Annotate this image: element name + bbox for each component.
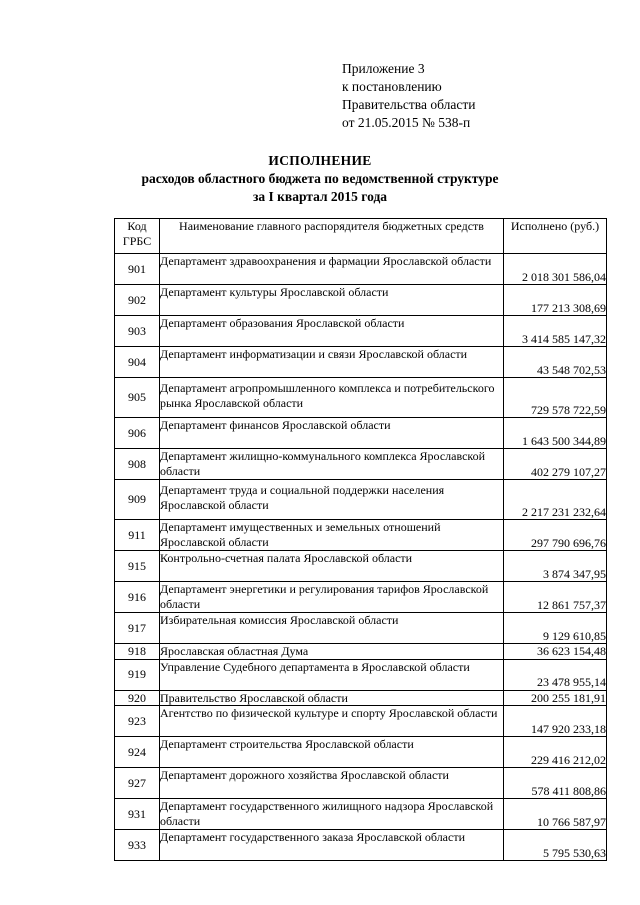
row-amount: 36 623 154,48 [504, 644, 607, 660]
row-amount: 1 643 500 344,89 [504, 418, 607, 449]
row-name: Департамент государственного жилищного надзора Ярославской области [160, 799, 504, 830]
row-name: Департамент агропромышленного комплекса и потребительского рынка Ярославской области [160, 378, 504, 418]
row-name: Департамент здравоохранения и фармации Ярославской области [160, 254, 504, 285]
appendix-line: от 21.05.2015 № 538-п [342, 115, 471, 130]
document-title [0, 152, 640, 206]
table-row [115, 690, 607, 706]
table-row [115, 644, 607, 660]
title-period: за I квартал 2015 года [252, 189, 388, 204]
row-code: 904 [115, 347, 160, 378]
table-row [115, 768, 607, 799]
table-row [115, 254, 607, 285]
row-code: 902 [115, 285, 160, 316]
row-name: Департамент финансов Ярославской области [160, 418, 504, 449]
table-row [115, 830, 607, 861]
row-name: Департамент строительства Ярославской области [160, 737, 504, 768]
table-row [115, 520, 607, 551]
table-row [115, 706, 607, 737]
row-amount: 2 217 231 232,64 [504, 480, 607, 520]
row-amount: 578 411 808,86 [504, 768, 607, 799]
row-amount: 200 255 181,91 [504, 690, 607, 706]
row-name: Департамент имущественных и земельных отношений Ярославской области [160, 520, 504, 551]
row-amount: 729 578 722,59 [504, 378, 607, 418]
table-row [115, 378, 607, 418]
row-code: 923 [115, 706, 160, 737]
row-amount: 2 018 301 586,04 [504, 254, 607, 285]
row-name: Департамент труда и социальной поддержки населения Ярославской области [160, 480, 504, 520]
row-code: 920 [115, 690, 160, 706]
row-code: 917 [115, 613, 160, 644]
row-code: 916 [115, 582, 160, 613]
table-row [115, 799, 607, 830]
row-amount: 12 861 757,37 [504, 582, 607, 613]
row-code: 924 [115, 737, 160, 768]
row-amount: 23 478 955,14 [504, 659, 607, 690]
row-amount: 43 548 702,53 [504, 347, 607, 378]
row-name: Контрольно-счетная палата Ярославской области [160, 551, 504, 582]
table-row [115, 347, 607, 378]
title-subtitle: расходов областного бюджета по ведомственной структуре [141, 171, 499, 186]
table-header-row [115, 219, 607, 254]
header-code: Код ГРБС [115, 219, 160, 254]
table-row [115, 659, 607, 690]
row-amount: 297 790 696,76 [504, 520, 607, 551]
row-name: Департамент дорожного хозяйства Ярославской области [160, 768, 504, 799]
row-name: Ярославская областная Дума [160, 644, 504, 660]
row-name: Правительство Ярославской области [160, 690, 504, 706]
row-name: Департамент государственного заказа Ярославской области [160, 830, 504, 861]
appendix-line: к постановлению [342, 79, 442, 94]
row-name: Департамент энергетики и регулирования тарифов Ярославской области [160, 582, 504, 613]
row-code: 908 [115, 449, 160, 480]
table-row [115, 582, 607, 613]
row-amount: 10 766 587,97 [504, 799, 607, 830]
table-row [115, 418, 607, 449]
row-name: Департамент образования Ярославской области [160, 316, 504, 347]
budget-table [114, 218, 607, 861]
row-name: Избирательная комиссия Ярославской области [160, 613, 504, 644]
table-row [115, 449, 607, 480]
row-amount: 5 795 530,63 [504, 830, 607, 861]
title-main: ИСПОЛНЕНИЕ [268, 153, 372, 168]
table-row [115, 285, 607, 316]
row-code: 905 [115, 378, 160, 418]
row-amount: 3 414 585 147,32 [504, 316, 607, 347]
row-code: 906 [115, 418, 160, 449]
row-code: 927 [115, 768, 160, 799]
row-amount: 3 874 347,95 [504, 551, 607, 582]
row-code: 918 [115, 644, 160, 660]
row-code: 931 [115, 799, 160, 830]
table-row [115, 551, 607, 582]
table-row [115, 737, 607, 768]
header-amount: Исполнено (руб.) [504, 219, 607, 254]
table-row [115, 613, 607, 644]
appendix-line: Правительства области [342, 97, 476, 112]
row-name: Департамент культуры Ярославской области [160, 285, 504, 316]
row-code: 915 [115, 551, 160, 582]
row-amount: 177 213 308,69 [504, 285, 607, 316]
row-name: Управление Судебного департамента в Ярославской области [160, 659, 504, 690]
row-name: Агентство по физической культуре и спорту Ярославской области [160, 706, 504, 737]
row-amount: 402 279 107,27 [504, 449, 607, 480]
appendix-note [342, 60, 475, 132]
header-name: Наименование главного распорядителя бюджетных средств [160, 219, 504, 254]
appendix-line: Приложение 3 [342, 61, 425, 76]
row-code: 901 [115, 254, 160, 285]
row-code: 909 [115, 480, 160, 520]
row-code: 933 [115, 830, 160, 861]
row-amount: 147 920 233,18 [504, 706, 607, 737]
row-code: 903 [115, 316, 160, 347]
table-row [115, 480, 607, 520]
row-code: 911 [115, 520, 160, 551]
row-name: Департамент жилищно-коммунального комплекса Ярославской области [160, 449, 504, 480]
row-amount: 229 416 212,02 [504, 737, 607, 768]
row-code: 919 [115, 659, 160, 690]
table-row [115, 316, 607, 347]
row-amount: 9 129 610,85 [504, 613, 607, 644]
row-name: Департамент информатизации и связи Ярославской области [160, 347, 504, 378]
